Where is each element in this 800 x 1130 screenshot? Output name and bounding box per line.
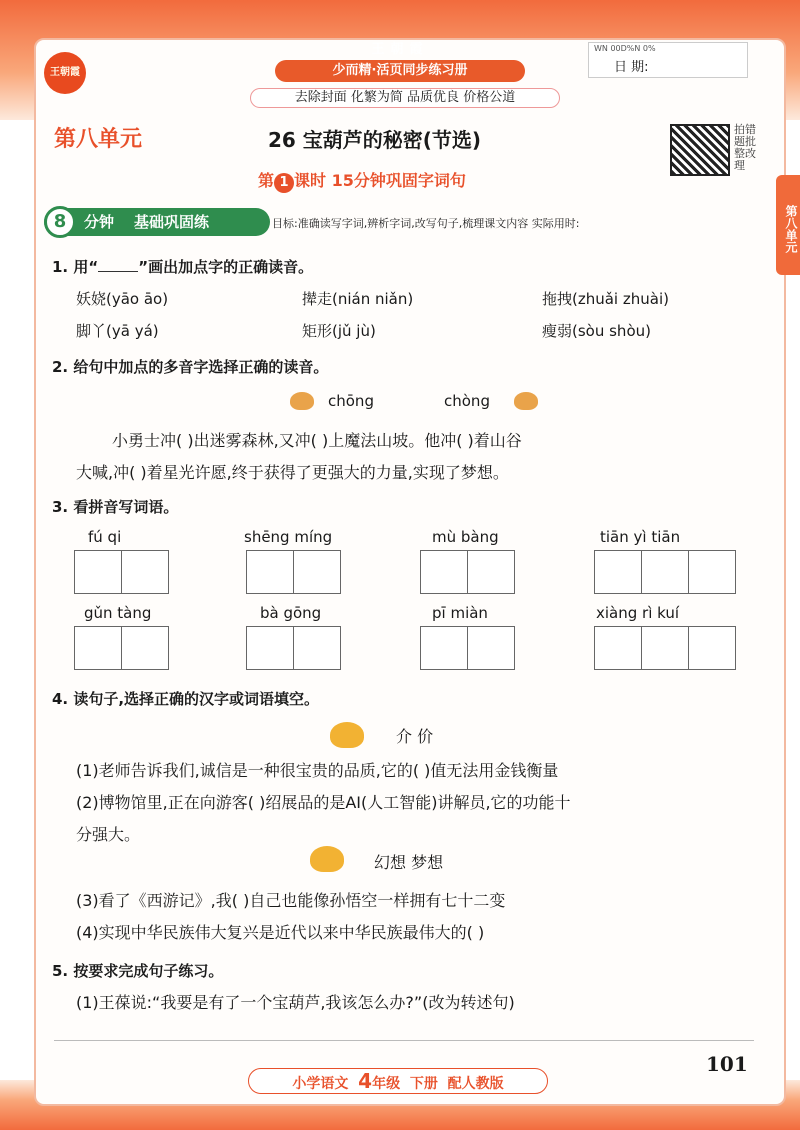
q5-title: 5. 按要求完成句子练习。: [52, 962, 224, 980]
q4-options: 幻想 梦想: [374, 853, 444, 872]
char-box[interactable]: [121, 550, 169, 594]
hamster-icon: [330, 722, 364, 748]
underline-sample: [98, 271, 138, 272]
q3-title: 3. 看拼音写词语。: [52, 498, 179, 516]
pinyin-label: bà gōng: [260, 604, 322, 622]
char-box[interactable]: [688, 550, 736, 594]
q4-title: 4. 读句子,选择正确的汉字或词语填空。: [52, 690, 320, 708]
q1-title-a: 1. 用“: [52, 258, 99, 276]
unit-side-tab: 第八单元: [776, 175, 800, 275]
pinyin-label: fú qi: [88, 528, 122, 546]
char-box[interactable]: [641, 626, 689, 670]
footer-edition: 配人教版: [447, 1076, 504, 1092]
pinyin-label: xiàng rì kuí: [596, 604, 680, 622]
series-title: 王朝霞: [371, 42, 429, 57]
pinyin-label: gǔn tàng: [84, 604, 152, 622]
footer-grade-suffix: 年级: [372, 1076, 401, 1092]
q4-sentence[interactable]: (3)看了《西游记》,我( )自己也能像孙悟空一样拥有七十二变: [76, 891, 506, 910]
footer-term: 下册: [409, 1076, 438, 1092]
q2-option: chòng: [444, 392, 490, 410]
page-number: 101: [706, 1052, 748, 1076]
pinyin-label: tiān yì tiān: [600, 528, 681, 546]
char-box[interactable]: [121, 626, 169, 670]
footer-subject: 小学语文: [292, 1076, 349, 1092]
q2-line[interactable]: 小勇士冲( )出迷雾森林,又冲( )上魔法山坡。他冲( )着山谷: [112, 431, 522, 450]
unit-title: 第八单元: [54, 127, 143, 152]
q1-title-b: ”画出加点字的正确读音。: [138, 258, 314, 276]
tag-label: 基础巩固练: [134, 213, 210, 231]
q2-line[interactable]: 大喊,冲( )着星光许愿,终于获得了更强大的力量,实现了梦想。: [76, 463, 509, 482]
q5-sentence[interactable]: (1)王葆说:“我要是有了一个宝葫芦,我该怎么办?”(改为转述句): [76, 993, 515, 1012]
period-number-badge: 1: [274, 173, 294, 193]
score-line: WN 00D%N 0%: [594, 44, 656, 53]
char-box[interactable]: [594, 550, 642, 594]
q2-title: 2. 给句中加点的多音字选择正确的读音。: [52, 358, 329, 376]
char-box[interactable]: [74, 550, 122, 594]
period-prefix: 第: [258, 171, 275, 190]
slogan: 去除封面 化繁为简 品质优良 价格公道: [250, 88, 560, 108]
answer-line[interactable]: [54, 1040, 754, 1041]
pinyin-label: mù bàng: [432, 528, 499, 546]
char-box[interactable]: [420, 550, 468, 594]
char-box[interactable]: [420, 626, 468, 670]
lesson-title: 26 宝葫芦的秘密(节选): [268, 128, 482, 152]
char-box[interactable]: [688, 626, 736, 670]
qr-note: 拍错题批整改理: [734, 123, 756, 172]
hamster-icon: [310, 846, 344, 872]
qr-code-icon[interactable]: [670, 124, 730, 176]
char-box[interactable]: [246, 626, 294, 670]
q4-sentence: 分强大。: [76, 825, 141, 844]
q1-item[interactable]: 瘦弱(sòu shòu): [542, 322, 651, 340]
q4-sentence[interactable]: (4)实现中华民族伟大复兴是近代以来中华民族最伟大的( ): [76, 923, 485, 942]
series-banner: 少而精·活页同步练习册: [275, 60, 525, 82]
q1-title: [52, 256, 313, 277]
q4-options: 介 价: [396, 727, 434, 746]
tag-time: 分钟: [84, 213, 115, 231]
squirrel-icon: [514, 392, 538, 410]
date-field[interactable]: 日 期:: [614, 60, 649, 75]
char-box[interactable]: [293, 626, 341, 670]
q1-item[interactable]: 矩形(jǔ jù): [302, 322, 376, 340]
tag-number: 8: [44, 206, 76, 238]
char-box[interactable]: [467, 626, 515, 670]
pinyin-label: shēng míng: [244, 528, 333, 546]
q2-option: chōng: [328, 392, 374, 410]
squirrel-icon: [290, 392, 314, 410]
q4-sentence[interactable]: (2)博物馆里,正在向游客( )绍展品的是AI(人工智能)讲解员,它的功能十: [76, 793, 571, 812]
pinyin-label: pī miàn: [432, 604, 488, 622]
period-suffix: 课时 15分钟巩固字词句: [294, 171, 466, 190]
q1-item[interactable]: 拖拽(zhuǎi zhuài): [542, 290, 669, 308]
brand-logo: 王朝霞: [44, 52, 86, 94]
char-box[interactable]: [74, 626, 122, 670]
q4-sentence[interactable]: (1)老师告诉我们,诚信是一种很宝贵的品质,它的( )值无法用金钱衡量: [76, 761, 559, 780]
footer-pill: [248, 1068, 548, 1094]
q1-item[interactable]: 妖娆(yāo āo): [76, 290, 169, 308]
char-box[interactable]: [246, 550, 294, 594]
char-box[interactable]: [467, 550, 515, 594]
q1-item[interactable]: 脚丫(yā yá): [76, 322, 159, 340]
goal-text: 目标:准确读写字词,辨析字词,改写句子,梳理课文内容 实际用时:: [272, 217, 580, 230]
q1-item[interactable]: 撵走(nián niǎn): [302, 290, 414, 308]
footer-grade: 4: [358, 1069, 373, 1093]
period-line: [258, 168, 466, 193]
char-box[interactable]: [293, 550, 341, 594]
char-box[interactable]: [641, 550, 689, 594]
char-box[interactable]: [594, 626, 642, 670]
